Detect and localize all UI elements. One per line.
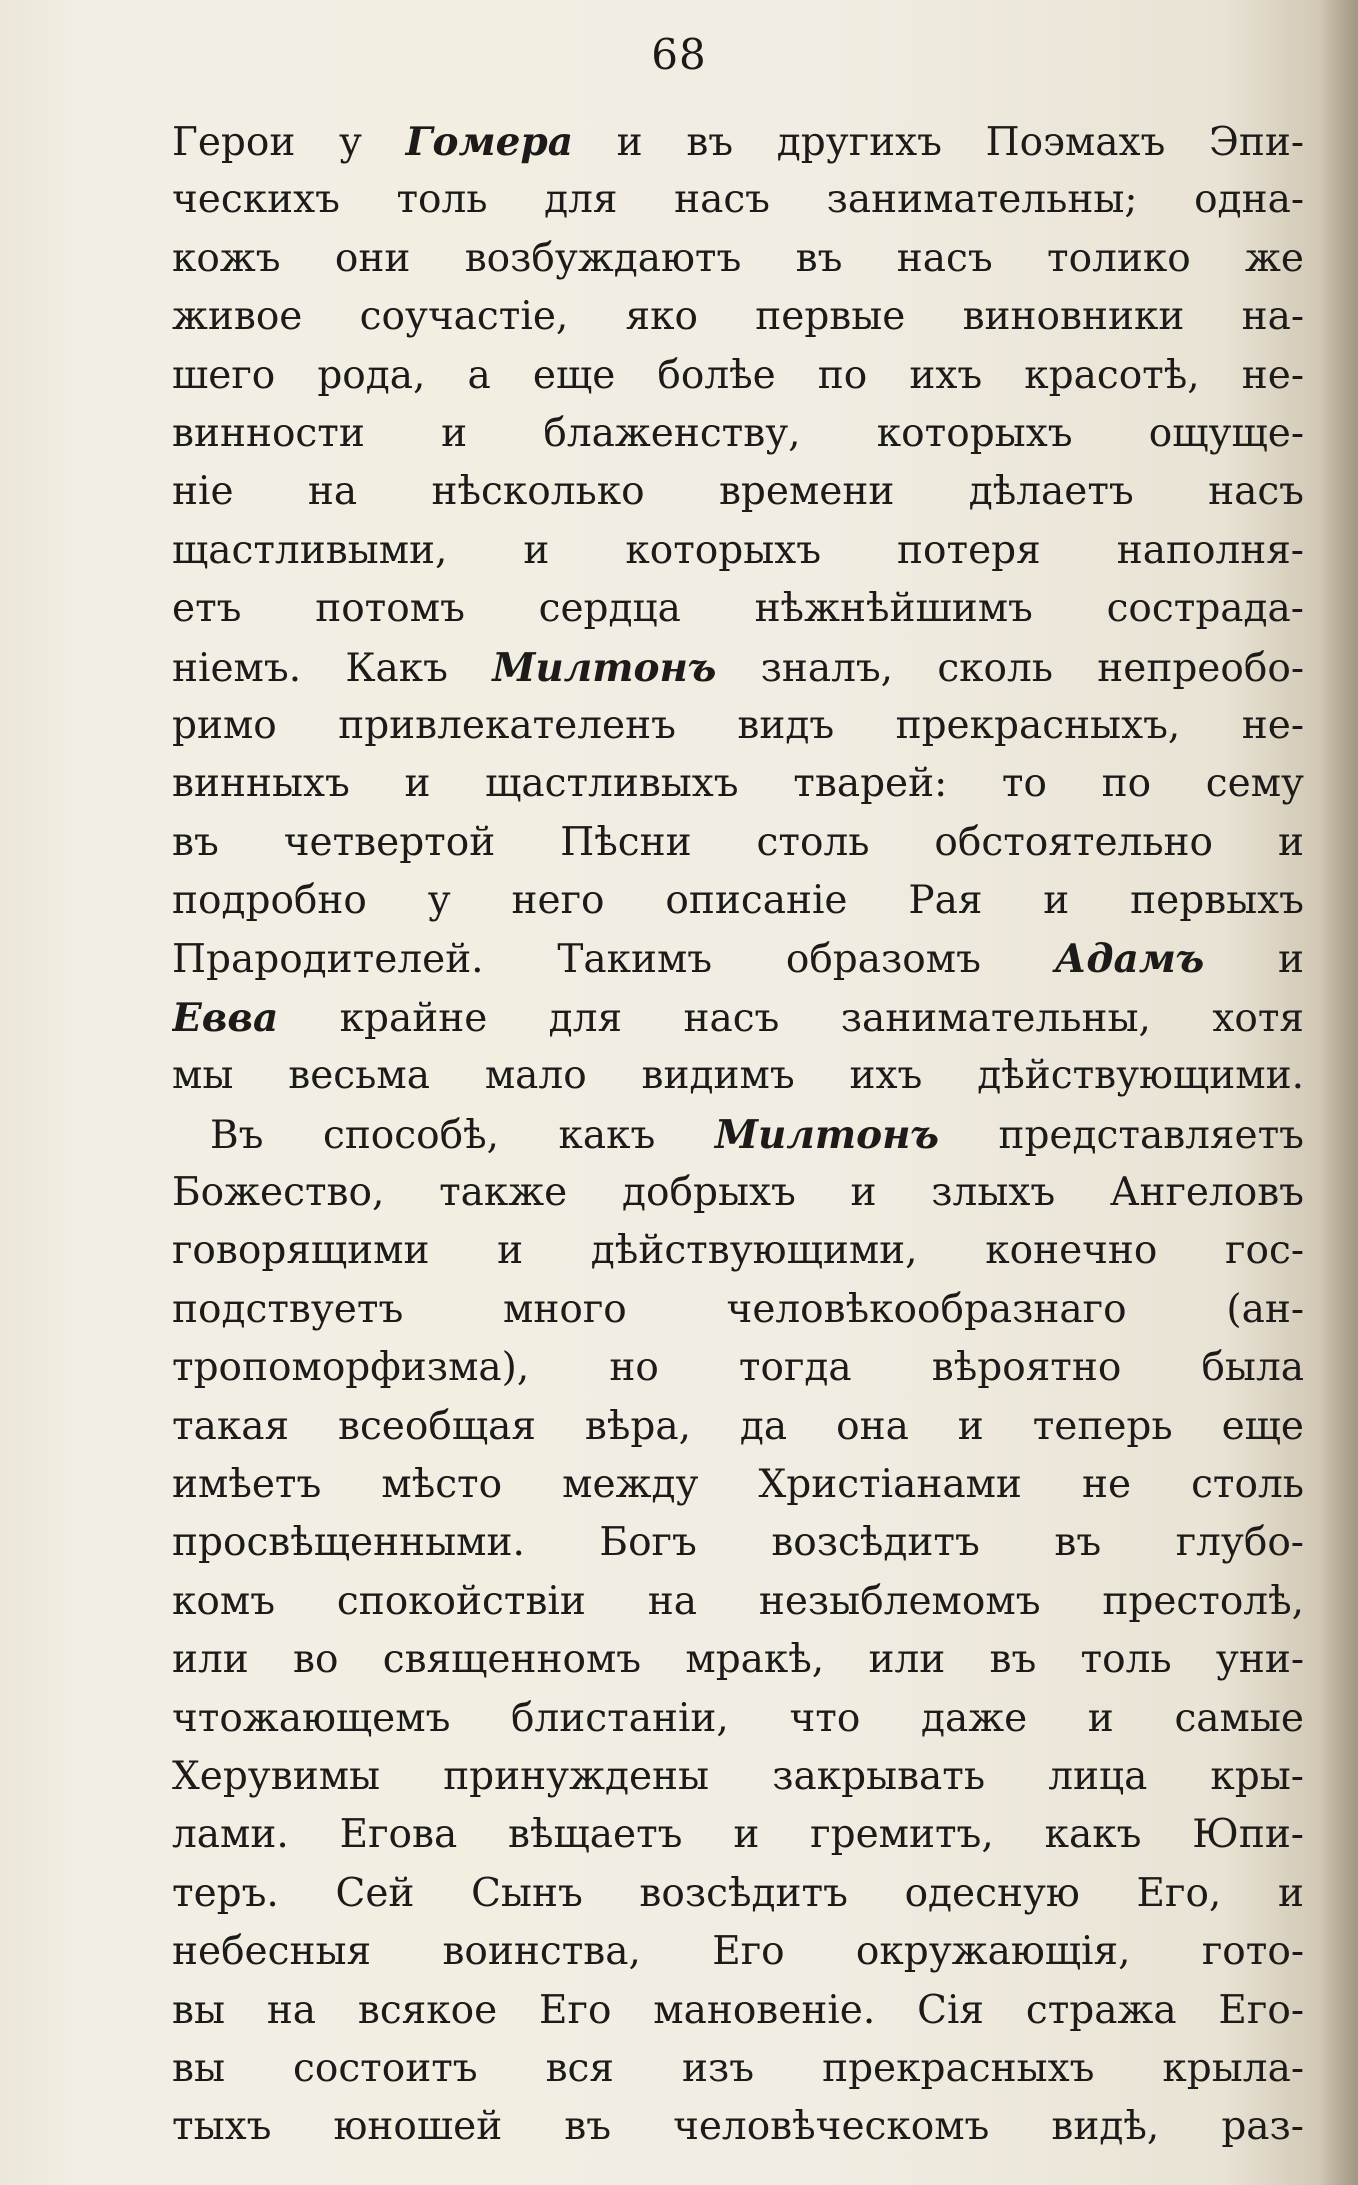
text-line: живое соучастіе, яко первые виновники на- bbox=[172, 294, 1304, 340]
text-line: комъ спокойствіи на незыблемомъ престолѣ, bbox=[172, 1578, 1304, 1624]
text-line: щастливыми, и которыхъ потеря наполня- bbox=[172, 527, 1304, 573]
text-line: чтожающемъ блистаніи, что даже и самые bbox=[172, 1695, 1304, 1741]
text-line: лами. Егова вѣщаетъ и гремитъ, какъ Юпи- bbox=[172, 1812, 1304, 1858]
page-edge-shadow bbox=[1320, 0, 1358, 2185]
text-line: Герои у Гомера и въ другихъ Поэмахъ Эпи- bbox=[172, 119, 1304, 165]
text-line: подробно у него описаніе Рая и первыхъ bbox=[172, 878, 1304, 924]
text-line: Евва крайне для насъ занимательны, хотя bbox=[172, 994, 1304, 1041]
text-line: Въ способѣ, какъ Милтонъ представляетъ bbox=[210, 1111, 1304, 1158]
text-line: вы на всякое Его мановеніе. Сія стража Его- bbox=[172, 1987, 1304, 2033]
text-line: говорящими и дѣйствующими, конечно гос- bbox=[172, 1228, 1304, 1274]
text-line: винныхъ и щастливыхъ тварей: то по сему bbox=[172, 761, 1304, 807]
italic-name: Милтонъ bbox=[714, 1111, 939, 1158]
text-line: ческихъ толь для насъ занимательны; одна- bbox=[172, 177, 1304, 223]
text-line: или во священномъ мракѣ, или въ толь уни- bbox=[172, 1637, 1304, 1683]
text-line: подствуетъ много человѣкообразнаго (ан- bbox=[172, 1286, 1304, 1332]
text-line: етъ потомъ сердца нѣжнѣйшимъ сострада- bbox=[172, 586, 1304, 632]
text-line: Херувимы принуждены закрывать лица кры- bbox=[172, 1753, 1304, 1799]
text-line: имѣетъ мѣсто между Христіанами не столь bbox=[172, 1461, 1304, 1507]
text-line: Прародителей. Такимъ образомъ Адамъ и bbox=[172, 936, 1304, 983]
page-number: 68 bbox=[651, 30, 707, 79]
body-text bbox=[172, 113, 1304, 2157]
text-line: тропоморфизма), но тогда вѣроятно была bbox=[172, 1345, 1304, 1391]
text-line: небесныя воинства, Его окружающія, гото- bbox=[172, 1929, 1304, 1975]
text-line: ніемъ. Какъ Милтонъ зналъ, сколь непреобо- bbox=[172, 644, 1304, 691]
text-line: ніе на нѣсколько времени дѣлаетъ насъ bbox=[172, 469, 1304, 515]
italic-name: Гомера bbox=[405, 119, 573, 165]
text-line: винности и блаженству, которыхъ ощуще- bbox=[172, 410, 1304, 456]
text-line: мы весьма мало видимъ ихъ дѣйствующими. bbox=[172, 1053, 1304, 1099]
text-line: Божество, также добрыхъ и злыхъ Ангеловъ bbox=[172, 1170, 1304, 1216]
text-line: просвѣщенными. Богъ возсѣдитъ въ глубо- bbox=[172, 1520, 1304, 1566]
italic-name: Евва bbox=[172, 994, 279, 1041]
text-line: такая всеобщая вѣра, да она и теперь еще bbox=[172, 1403, 1304, 1449]
text-line: шего рода, а еще болѣе по ихъ красотѣ, не- bbox=[172, 352, 1304, 398]
text-line: въ четвертой Пѣсни столь обстоятельно и bbox=[172, 819, 1304, 865]
text-line: вы состоитъ вся изъ прекрасныхъ крыла- bbox=[172, 2045, 1304, 2091]
text-line: кожъ они возбуждаютъ въ насъ толико же bbox=[172, 235, 1304, 281]
text-line: теръ. Сей Сынъ возсѣдитъ одесную Его, и bbox=[172, 1870, 1304, 1916]
text-line: тыхъ юношей въ человѣческомъ видѣ, раз- bbox=[172, 2104, 1304, 2150]
italic-name: Адамъ bbox=[1054, 936, 1205, 983]
text-line: римо привлекателенъ видъ прекрасныхъ, не- bbox=[172, 702, 1304, 748]
italic-name: Милтонъ bbox=[492, 644, 717, 691]
